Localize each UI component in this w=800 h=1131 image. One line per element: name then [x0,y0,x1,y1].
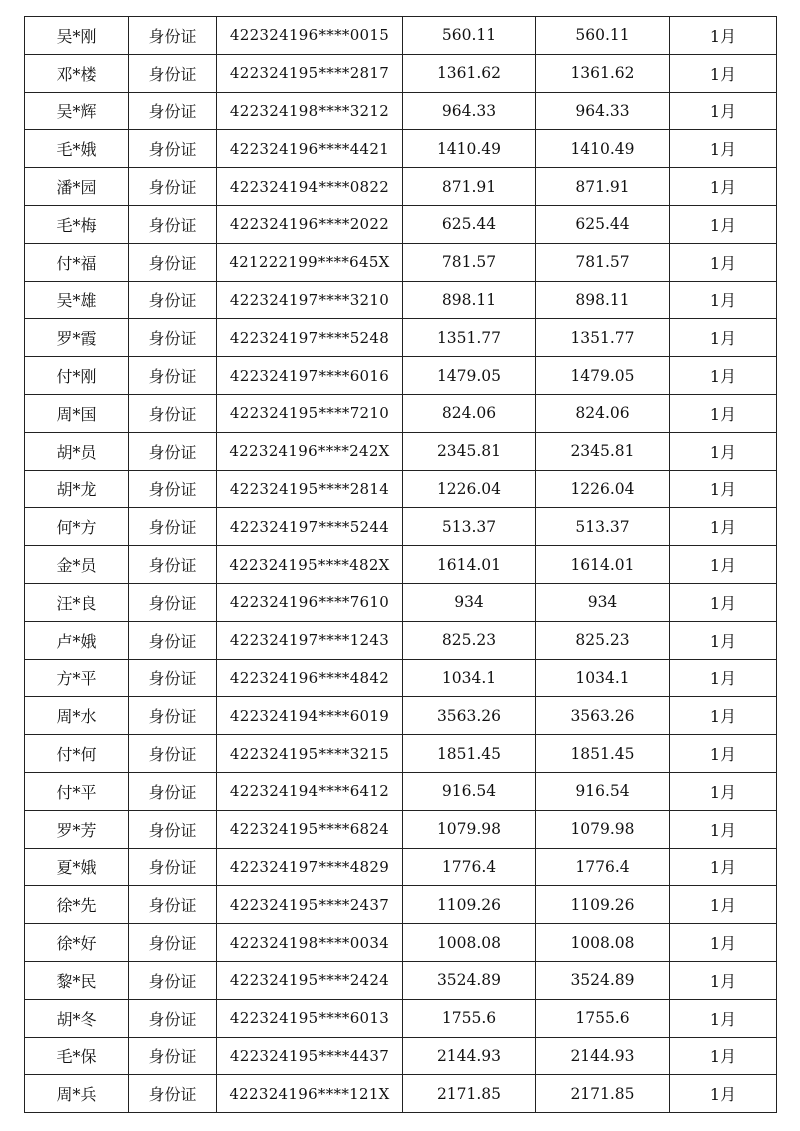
table-row [25,432,777,470]
amount-cell: 3563.26 [403,697,536,735]
name-cell: 毛*娥 [25,130,129,168]
id-number-cell: 422324197****5248 [217,319,403,357]
id-type-cell: 身份证 [129,546,217,584]
month-cell: 1月 [670,735,777,773]
name-cell: 卢*娥 [25,621,129,659]
table-row [25,621,777,659]
id-type-cell: 身份证 [129,697,217,735]
month-cell: 1月 [670,92,777,130]
amount-paid-cell: 916.54 [536,772,670,810]
name-cell: 罗*霞 [25,319,129,357]
name-cell: 胡*员 [25,432,129,470]
amount-cell: 2171.85 [403,1075,536,1113]
id-number-cell: 422324194****0822 [217,168,403,206]
amount-cell: 1226.04 [403,470,536,508]
id-number-cell: 422324195****3215 [217,735,403,773]
table-row [25,1075,777,1113]
amount-cell: 513.37 [403,508,536,546]
id-number-cell: 422324197****5244 [217,508,403,546]
id-number-cell: 422324195****7210 [217,394,403,432]
id-number-cell: 422324195****482X [217,546,403,584]
table-row [25,130,777,168]
id-number-cell: 422324195****2817 [217,54,403,92]
id-type-cell: 身份证 [129,621,217,659]
table-row [25,54,777,92]
amount-cell: 898.11 [403,281,536,319]
name-cell: 付*平 [25,772,129,810]
id-type-cell: 身份证 [129,583,217,621]
table-row [25,508,777,546]
amount-paid-cell: 1755.6 [536,999,670,1037]
id-type-cell: 身份证 [129,205,217,243]
amount-cell: 2345.81 [403,432,536,470]
amount-cell: 1479.05 [403,357,536,395]
amount-paid-cell: 1351.77 [536,319,670,357]
id-number-cell: 422324194****6412 [217,772,403,810]
id-type-cell: 身份证 [129,999,217,1037]
amount-cell: 1109.26 [403,886,536,924]
id-type-cell: 身份证 [129,168,217,206]
table-row [25,848,777,886]
table-row [25,735,777,773]
month-cell: 1月 [670,961,777,999]
month-cell: 1月 [670,546,777,584]
table-row [25,205,777,243]
table-row [25,470,777,508]
month-cell: 1月 [670,394,777,432]
amount-cell: 825.23 [403,621,536,659]
amount-paid-cell: 1614.01 [536,546,670,584]
amount-paid-cell: 934 [536,583,670,621]
amount-cell: 560.11 [403,17,536,55]
table-row [25,924,777,962]
name-cell: 周*国 [25,394,129,432]
month-cell: 1月 [670,54,777,92]
month-cell: 1月 [670,659,777,697]
id-number-cell: 422324196****7610 [217,583,403,621]
name-cell: 徐*先 [25,886,129,924]
name-cell: 徐*好 [25,924,129,962]
id-type-cell: 身份证 [129,92,217,130]
amount-cell: 1361.62 [403,54,536,92]
name-cell: 周*水 [25,697,129,735]
month-cell: 1月 [670,281,777,319]
month-cell: 1月 [670,697,777,735]
month-cell: 1月 [670,1075,777,1113]
amount-cell: 871.91 [403,168,536,206]
amount-paid-cell: 964.33 [536,92,670,130]
amount-paid-cell: 625.44 [536,205,670,243]
month-cell: 1月 [670,319,777,357]
name-cell: 何*方 [25,508,129,546]
amount-paid-cell: 1479.05 [536,357,670,395]
amount-paid-cell: 825.23 [536,621,670,659]
month-cell: 1月 [670,848,777,886]
id-number-cell: 422324197****3210 [217,281,403,319]
amount-paid-cell: 781.57 [536,243,670,281]
id-number-cell: 422324195****6824 [217,810,403,848]
amount-cell: 1034.1 [403,659,536,697]
amount-paid-cell: 1410.49 [536,130,670,168]
name-cell: 付*何 [25,735,129,773]
amount-paid-cell: 898.11 [536,281,670,319]
name-cell: 付*刚 [25,357,129,395]
amount-cell: 2144.93 [403,1037,536,1075]
id-number-cell: 422324196****2022 [217,205,403,243]
amount-paid-cell: 513.37 [536,508,670,546]
id-type-cell: 身份证 [129,394,217,432]
name-cell: 方*平 [25,659,129,697]
table-row [25,92,777,130]
table-row [25,772,777,810]
id-type-cell: 身份证 [129,659,217,697]
id-number-cell: 422324196****4421 [217,130,403,168]
amount-paid-cell: 1034.1 [536,659,670,697]
id-number-cell: 422324198****0034 [217,924,403,962]
name-cell: 毛*梅 [25,205,129,243]
month-cell: 1月 [670,583,777,621]
month-cell: 1月 [670,130,777,168]
month-cell: 1月 [670,470,777,508]
amount-paid-cell: 1109.26 [536,886,670,924]
id-type-cell: 身份证 [129,1037,217,1075]
id-type-cell: 身份证 [129,886,217,924]
table-row [25,583,777,621]
amount-paid-cell: 871.91 [536,168,670,206]
id-type-cell: 身份证 [129,848,217,886]
month-cell: 1月 [670,357,777,395]
month-cell: 1月 [670,924,777,962]
name-cell: 胡*冬 [25,999,129,1037]
table-row [25,1037,777,1075]
month-cell: 1月 [670,168,777,206]
table-row [25,546,777,584]
month-cell: 1月 [670,17,777,55]
amount-cell: 916.54 [403,772,536,810]
id-number-cell: 422324194****6019 [217,697,403,735]
month-cell: 1月 [670,508,777,546]
table-row [25,17,777,55]
amount-paid-cell: 2171.85 [536,1075,670,1113]
id-type-cell: 身份证 [129,357,217,395]
amount-cell: 1851.45 [403,735,536,773]
id-type-cell: 身份证 [129,810,217,848]
amount-cell: 1614.01 [403,546,536,584]
id-number-cell: 422324195****2424 [217,961,403,999]
name-cell: 罗*芳 [25,810,129,848]
month-cell: 1月 [670,205,777,243]
id-type-cell: 身份证 [129,432,217,470]
table-row [25,697,777,735]
table-row [25,243,777,281]
name-cell: 周*兵 [25,1075,129,1113]
id-type-cell: 身份证 [129,319,217,357]
amount-cell: 781.57 [403,243,536,281]
id-number-cell: 422324195****2814 [217,470,403,508]
table-row [25,357,777,395]
table-row [25,810,777,848]
amount-cell: 1410.49 [403,130,536,168]
table-row [25,319,777,357]
amount-cell: 3524.89 [403,961,536,999]
id-number-cell: 422324196****242X [217,432,403,470]
name-cell: 潘*园 [25,168,129,206]
table-row [25,394,777,432]
amount-paid-cell: 1361.62 [536,54,670,92]
amount-paid-cell: 3524.89 [536,961,670,999]
id-type-cell: 身份证 [129,1075,217,1113]
amount-cell: 964.33 [403,92,536,130]
amount-cell: 1008.08 [403,924,536,962]
id-number-cell: 422324195****6013 [217,999,403,1037]
id-number-cell: 422324195****4437 [217,1037,403,1075]
name-cell: 吴*刚 [25,17,129,55]
name-cell: 胡*龙 [25,470,129,508]
amount-paid-cell: 2345.81 [536,432,670,470]
month-cell: 1月 [670,243,777,281]
id-number-cell: 421222199****645X [217,243,403,281]
month-cell: 1月 [670,886,777,924]
amount-paid-cell: 1776.4 [536,848,670,886]
month-cell: 1月 [670,810,777,848]
name-cell: 夏*娥 [25,848,129,886]
id-type-cell: 身份证 [129,17,217,55]
id-type-cell: 身份证 [129,924,217,962]
table-row [25,659,777,697]
amount-paid-cell: 2144.93 [536,1037,670,1075]
amount-cell: 1776.4 [403,848,536,886]
id-type-cell: 身份证 [129,735,217,773]
id-number-cell: 422324197****6016 [217,357,403,395]
month-cell: 1月 [670,772,777,810]
amount-paid-cell: 3563.26 [536,697,670,735]
name-cell: 金*员 [25,546,129,584]
month-cell: 1月 [670,999,777,1037]
name-cell: 黎*民 [25,961,129,999]
name-cell: 付*福 [25,243,129,281]
id-type-cell: 身份证 [129,243,217,281]
id-type-cell: 身份证 [129,130,217,168]
amount-paid-cell: 824.06 [536,394,670,432]
id-number-cell: 422324197****1243 [217,621,403,659]
id-type-cell: 身份证 [129,772,217,810]
id-number-cell: 422324196****4842 [217,659,403,697]
id-type-cell: 身份证 [129,961,217,999]
id-number-cell: 422324196****121X [217,1075,403,1113]
amount-paid-cell: 1226.04 [536,470,670,508]
month-cell: 1月 [670,432,777,470]
table-row [25,168,777,206]
amount-cell: 824.06 [403,394,536,432]
month-cell: 1月 [670,1037,777,1075]
name-cell: 汪*良 [25,583,129,621]
name-cell: 吴*辉 [25,92,129,130]
id-number-cell: 422324198****3212 [217,92,403,130]
amount-cell: 1079.98 [403,810,536,848]
amount-cell: 934 [403,583,536,621]
amount-paid-cell: 1851.45 [536,735,670,773]
name-cell: 毛*保 [25,1037,129,1075]
table-row [25,886,777,924]
table-row [25,999,777,1037]
id-number-cell: 422324196****0015 [217,17,403,55]
amount-cell: 625.44 [403,205,536,243]
id-type-cell: 身份证 [129,508,217,546]
amount-paid-cell: 1008.08 [536,924,670,962]
id-type-cell: 身份证 [129,281,217,319]
name-cell: 邓*楼 [25,54,129,92]
month-cell: 1月 [670,621,777,659]
table-row [25,281,777,319]
name-cell: 吴*雄 [25,281,129,319]
id-number-cell: 422324195****2437 [217,886,403,924]
id-type-cell: 身份证 [129,470,217,508]
amount-cell: 1755.6 [403,999,536,1037]
id-number-cell: 422324197****4829 [217,848,403,886]
amount-paid-cell: 560.11 [536,17,670,55]
table-row [25,961,777,999]
id-type-cell: 身份证 [129,54,217,92]
amount-paid-cell: 1079.98 [536,810,670,848]
subsidy-table [24,16,777,1113]
amount-cell: 1351.77 [403,319,536,357]
table-body [25,17,777,1113]
